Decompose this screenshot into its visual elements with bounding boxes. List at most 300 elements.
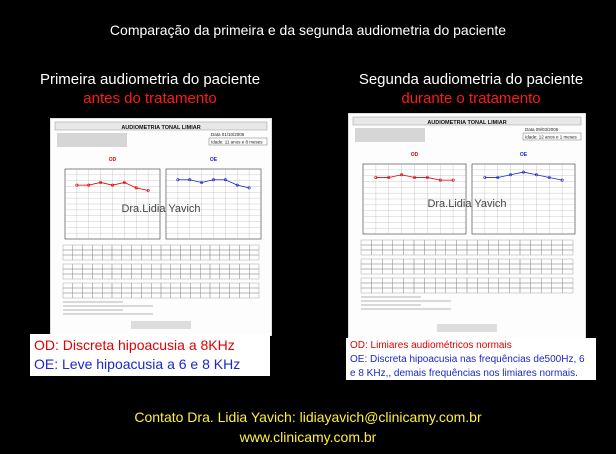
table-cell-right	[220, 245, 230, 250]
table-cell-right	[230, 264, 240, 269]
table-cell-left	[382, 250, 393, 255]
table-cell-left	[393, 240, 404, 245]
table-cell-right	[552, 288, 563, 293]
table-cell-right	[478, 283, 489, 288]
table-cell-right	[467, 264, 478, 269]
table-cell-right	[190, 293, 200, 298]
table-cell-left	[122, 283, 132, 288]
table-cell-right	[541, 264, 552, 269]
table-cell-left	[63, 293, 73, 298]
table-cell-left	[456, 278, 467, 283]
table-cell-left	[414, 240, 425, 245]
table-cell-right	[531, 283, 542, 288]
table-cell-right	[552, 264, 563, 269]
table-cell-right	[181, 250, 191, 255]
table-cell-right	[181, 255, 191, 260]
table-cell-left	[73, 269, 83, 274]
table-cell-right	[161, 283, 171, 288]
table-cell-left	[63, 283, 73, 288]
table-cell-left	[83, 293, 93, 298]
table-cell-right	[200, 293, 210, 298]
table-cell-left	[414, 288, 425, 293]
table-cell-right	[161, 274, 171, 279]
table-cell-right	[552, 259, 563, 264]
left-caption-od: OD: Discreta hipoacusia a 8KHz	[34, 337, 235, 353]
table-cell-right	[562, 250, 573, 255]
table-cell-left	[403, 264, 414, 269]
table-cell-left	[112, 255, 122, 260]
table-cell-left	[435, 240, 446, 245]
table-cell-right	[181, 264, 191, 269]
table-cell-right	[478, 269, 489, 274]
table-cell-left	[141, 245, 151, 250]
table-cell-right	[562, 245, 573, 250]
table-cell-right	[239, 269, 249, 274]
table-cell-left	[132, 293, 142, 298]
doc-age: Idade: 12 anos e 1 meses	[525, 134, 577, 140]
table-cell-right	[509, 288, 520, 293]
right-caption-od: OD: Limiares audiométricos normais	[350, 340, 512, 351]
table-cell-left	[382, 278, 393, 283]
table-cell-right	[541, 269, 552, 274]
table-cell-left	[83, 274, 93, 279]
table-cell-right	[230, 288, 240, 293]
table-cell-left	[456, 245, 467, 250]
left-subheading: antes do tratamento	[83, 90, 217, 107]
table-cell-right	[190, 250, 200, 255]
table-cell-left	[92, 288, 102, 293]
table-cell-right	[249, 288, 259, 293]
table-cell-left	[141, 288, 151, 293]
right-subheading: durante o tratamento	[401, 90, 541, 107]
table-cell-left	[446, 288, 457, 293]
table-cell-left	[372, 278, 383, 283]
right-audiometry-document	[348, 113, 586, 339]
table-cell-left	[372, 259, 383, 264]
table-cell-left	[83, 255, 93, 260]
table-cell-right	[552, 283, 563, 288]
table-cell-right	[488, 264, 499, 269]
table-cell-left	[73, 245, 83, 250]
table-cell-left	[112, 293, 122, 298]
doc-date: Data 01/10/2005	[211, 132, 245, 137]
table-cell-right	[200, 288, 210, 293]
table-cell-left	[122, 245, 132, 250]
table-cell-left	[63, 245, 73, 250]
table-cell-left	[393, 250, 404, 255]
table-cell-left	[393, 264, 404, 269]
blurred-patient-info	[57, 133, 127, 147]
table-cell-left	[92, 283, 102, 288]
table-cell-left	[361, 245, 372, 250]
table-cell-left	[456, 288, 467, 293]
right-audiogram	[349, 114, 585, 338]
table-cell-left	[132, 274, 142, 279]
table-cell-left	[403, 288, 414, 293]
table-cell-right	[531, 278, 542, 283]
table-cell-right	[552, 269, 563, 274]
doc-age: Idade: 11 anos e 8 meses	[211, 139, 263, 145]
table-cell-left	[382, 264, 393, 269]
table-cell-right	[190, 245, 200, 250]
table-cell-right	[467, 259, 478, 264]
table-cell-right	[161, 245, 171, 250]
table-cell-right	[220, 269, 230, 274]
table-cell-right	[467, 240, 478, 245]
table-cell-left	[141, 274, 151, 279]
table-cell-left	[435, 250, 446, 255]
table-cell-right	[230, 255, 240, 260]
table-cell-left	[102, 293, 112, 298]
table-cell-right	[488, 269, 499, 274]
table-cell-right	[541, 278, 552, 283]
od-chart-label: OD	[410, 152, 419, 158]
table-cell-right	[552, 245, 563, 250]
right-heading-block	[340, 70, 602, 108]
table-cell-right	[190, 264, 200, 269]
watermark-text: Dra.Lidia Yavich	[427, 198, 507, 210]
table-cell-left	[102, 269, 112, 274]
table-cell-right	[467, 288, 478, 293]
table-cell-right	[509, 245, 520, 250]
table-cell-right	[499, 250, 510, 255]
table-cell-left	[141, 269, 151, 274]
table-cell-left	[73, 255, 83, 260]
table-cell-right	[520, 283, 531, 288]
table-cell-left	[63, 264, 73, 269]
table-cell-right	[509, 264, 520, 269]
table-cell-left	[372, 269, 383, 274]
table-cell-right	[171, 264, 181, 269]
table-cell-left	[414, 283, 425, 288]
table-cell-left	[414, 278, 425, 283]
table-cell-right	[220, 283, 230, 288]
table-cell-right	[239, 250, 249, 255]
table-cell-left	[361, 278, 372, 283]
table-cell-left	[425, 250, 436, 255]
table-cell-left	[382, 259, 393, 264]
table-cell-left	[446, 240, 457, 245]
table-cell-left	[393, 288, 404, 293]
table-cell-left	[414, 250, 425, 255]
table-cell-left	[63, 274, 73, 279]
table-cell-left	[372, 283, 383, 288]
table-cell-right	[190, 283, 200, 288]
table-cell-right	[190, 274, 200, 279]
table-cell-left	[403, 283, 414, 288]
table-cell-left	[151, 293, 161, 298]
table-cell-left	[122, 293, 132, 298]
table-cell-left	[456, 259, 467, 264]
table-cell-left	[83, 283, 93, 288]
table-cell-left	[122, 269, 132, 274]
table-cell-right	[249, 264, 259, 269]
table-cell-left	[73, 264, 83, 269]
table-cell-right	[200, 283, 210, 288]
table-cell-right	[488, 288, 499, 293]
table-cell-right	[509, 283, 520, 288]
table-cell-left	[151, 269, 161, 274]
table-cell-left	[403, 245, 414, 250]
table-cell-right	[562, 264, 573, 269]
table-cell-left	[112, 245, 122, 250]
table-cell-right	[488, 240, 499, 245]
table-cell-right	[478, 240, 489, 245]
table-cell-left	[141, 264, 151, 269]
table-cell-right	[478, 278, 489, 283]
table-cell-right	[181, 283, 191, 288]
table-cell-left	[151, 288, 161, 293]
table-cell-left	[63, 288, 73, 293]
table-cell-right	[467, 278, 478, 283]
table-cell-left	[132, 269, 142, 274]
table-cell-left	[435, 264, 446, 269]
table-cell-left	[403, 269, 414, 274]
table-cell-left	[425, 264, 436, 269]
table-cell-left	[151, 283, 161, 288]
table-cell-left	[446, 264, 457, 269]
table-cell-right	[239, 264, 249, 269]
table-cell-right	[171, 250, 181, 255]
website-link[interactable]: www.clinicamy.com.br	[239, 429, 377, 445]
table-cell-left	[92, 255, 102, 260]
table-cell-right	[181, 274, 191, 279]
right-caption-oe: OE: Discreta hipoacusia nas frequências de500Hz, 6 e 8 KHz,, demais frequências nos limiares normais.	[350, 354, 585, 379]
oe-chart-label: OE	[209, 157, 218, 163]
table-cell-left	[403, 259, 414, 264]
table-cell-right	[520, 288, 531, 293]
table-cell-left	[151, 255, 161, 260]
table-cell-left	[425, 245, 436, 250]
table-cell-left	[83, 288, 93, 293]
table-cell-right	[190, 288, 200, 293]
table-cell-left	[361, 259, 372, 264]
table-cell-left	[361, 250, 372, 255]
table-cell-right	[239, 288, 249, 293]
table-cell-right	[509, 259, 520, 264]
table-cell-right	[531, 269, 542, 274]
table-cell-left	[132, 288, 142, 293]
table-cell-right	[171, 288, 181, 293]
table-cell-left	[456, 269, 467, 274]
table-cell-left	[102, 288, 112, 293]
table-cell-left	[122, 250, 132, 255]
table-cell-left	[372, 240, 383, 245]
table-cell-left	[382, 240, 393, 245]
table-cell-left	[132, 264, 142, 269]
table-cell-left	[403, 278, 414, 283]
table-cell-right	[562, 288, 573, 293]
table-cell-left	[141, 293, 151, 298]
table-cell-right	[562, 259, 573, 264]
blurred-patient-info	[355, 128, 425, 142]
table-cell-left	[102, 255, 112, 260]
table-cell-right	[210, 245, 220, 250]
table-cell-left	[372, 245, 383, 250]
contact-line: Contato Dra. Lidia Yavich: lidiayavich@clinicamy.com.br	[134, 409, 482, 425]
table-cell-left	[112, 250, 122, 255]
table-cell-right	[499, 259, 510, 264]
table-cell-right	[499, 288, 510, 293]
table-cell-right	[181, 293, 191, 298]
table-cell-right	[230, 274, 240, 279]
blurred-signature	[131, 321, 191, 329]
table-cell-left	[446, 259, 457, 264]
table-cell-left	[446, 269, 457, 274]
table-cell-right	[181, 288, 191, 293]
table-cell-right	[210, 283, 220, 288]
left-audiogram	[51, 119, 271, 335]
table-cell-right	[499, 269, 510, 274]
table-cell-right	[520, 278, 531, 283]
table-cell-left	[141, 250, 151, 255]
table-cell-left	[382, 283, 393, 288]
table-cell-right	[171, 274, 181, 279]
right-heading: Segunda audiometria do paciente	[358, 71, 584, 88]
table-cell-left	[151, 274, 161, 279]
table-cell-left	[92, 293, 102, 298]
table-cell-right	[478, 245, 489, 250]
left-caption-oe: OE: Leve hipoacusia a 6 e 8 KHz	[34, 356, 241, 372]
table-cell-right	[161, 293, 171, 298]
table-cell-right	[161, 264, 171, 269]
table-cell-left	[372, 264, 383, 269]
table-cell-left	[112, 288, 122, 293]
table-cell-right	[541, 250, 552, 255]
table-cell-right	[562, 240, 573, 245]
table-cell-left	[372, 250, 383, 255]
table-cell-right	[220, 250, 230, 255]
table-cell-right	[531, 264, 542, 269]
table-cell-left	[456, 283, 467, 288]
table-cell-left	[425, 269, 436, 274]
table-cell-right	[531, 259, 542, 264]
table-cell-right	[509, 269, 520, 274]
doc-title: AUDIOMETRIA TONAL LIMIAR	[121, 125, 201, 131]
table-cell-right	[520, 269, 531, 274]
table-cell-left	[435, 283, 446, 288]
table-cell-right	[210, 288, 220, 293]
left-heading-block	[20, 70, 280, 108]
table-cell-right	[190, 255, 200, 260]
table-cell-right	[520, 264, 531, 269]
table-cell-right	[467, 283, 478, 288]
table-cell-right	[249, 283, 259, 288]
table-cell-left	[456, 264, 467, 269]
table-cell-right	[488, 278, 499, 283]
table-cell-right	[562, 269, 573, 274]
table-cell-right	[541, 259, 552, 264]
table-cell-left	[435, 259, 446, 264]
table-cell-right	[541, 288, 552, 293]
table-cell-right	[210, 293, 220, 298]
left-caption	[30, 334, 270, 376]
table-cell-left	[435, 278, 446, 283]
table-cell-left	[446, 283, 457, 288]
table-cell-left	[361, 283, 372, 288]
table-cell-left	[414, 269, 425, 274]
table-cell-right	[531, 245, 542, 250]
table-cell-right	[239, 274, 249, 279]
table-cell-left	[361, 288, 372, 293]
table-cell-right	[499, 278, 510, 283]
table-cell-right	[488, 283, 499, 288]
page-title: Comparação da primeira e da segunda audiometria do paciente	[109, 22, 507, 38]
table-cell-right	[509, 240, 520, 245]
table-cell-left	[63, 255, 73, 260]
table-cell-left	[73, 283, 83, 288]
table-cell-right	[210, 269, 220, 274]
table-cell-left	[112, 269, 122, 274]
table-cell-left	[403, 240, 414, 245]
left-audiometry-document	[50, 118, 272, 336]
table-cell-left	[63, 250, 73, 255]
table-cell-right	[190, 269, 200, 274]
table-cell-right	[520, 245, 531, 250]
table-cell-right	[552, 240, 563, 245]
table-cell-right	[220, 274, 230, 279]
doc-title: AUDIOMETRIA TONAL LIMIAR	[427, 120, 507, 126]
table-cell-left	[425, 288, 436, 293]
table-cell-left	[425, 283, 436, 288]
table-cell-right	[220, 293, 230, 298]
blurred-signature	[437, 324, 497, 332]
table-cell-left	[456, 250, 467, 255]
table-cell-left	[361, 240, 372, 245]
table-cell-left	[361, 269, 372, 274]
table-cell-left	[112, 283, 122, 288]
table-cell-right	[239, 255, 249, 260]
table-cell-left	[435, 269, 446, 274]
table-cell-right	[200, 274, 210, 279]
table-cell-left	[102, 264, 112, 269]
table-cell-left	[393, 245, 404, 250]
table-cell-left	[73, 288, 83, 293]
table-cell-left	[122, 288, 132, 293]
table-cell-right	[467, 269, 478, 274]
table-cell-right	[220, 264, 230, 269]
table-cell-left	[73, 293, 83, 298]
table-cell-right	[200, 245, 210, 250]
table-cell-left	[435, 288, 446, 293]
table-cell-right	[478, 264, 489, 269]
table-cell-right	[488, 259, 499, 264]
table-cell-left	[414, 245, 425, 250]
table-cell-left	[446, 245, 457, 250]
table-cell-left	[102, 245, 112, 250]
table-cell-right	[171, 245, 181, 250]
table-cell-right	[220, 288, 230, 293]
table-cell-right	[509, 250, 520, 255]
table-cell-right	[161, 269, 171, 274]
table-cell-right	[200, 264, 210, 269]
table-cell-left	[456, 240, 467, 245]
table-cell-right	[161, 288, 171, 293]
table-cell-right	[249, 269, 259, 274]
table-cell-left	[92, 245, 102, 250]
table-cell-left	[361, 264, 372, 269]
table-cell-left	[403, 250, 414, 255]
table-cell-right	[200, 255, 210, 260]
table-cell-left	[425, 240, 436, 245]
table-cell-right	[467, 250, 478, 255]
table-cell-right	[478, 259, 489, 264]
table-cell-right	[210, 250, 220, 255]
table-cell-left	[73, 274, 83, 279]
table-cell-left	[132, 250, 142, 255]
table-cell-right	[520, 240, 531, 245]
table-cell-right	[230, 245, 240, 250]
